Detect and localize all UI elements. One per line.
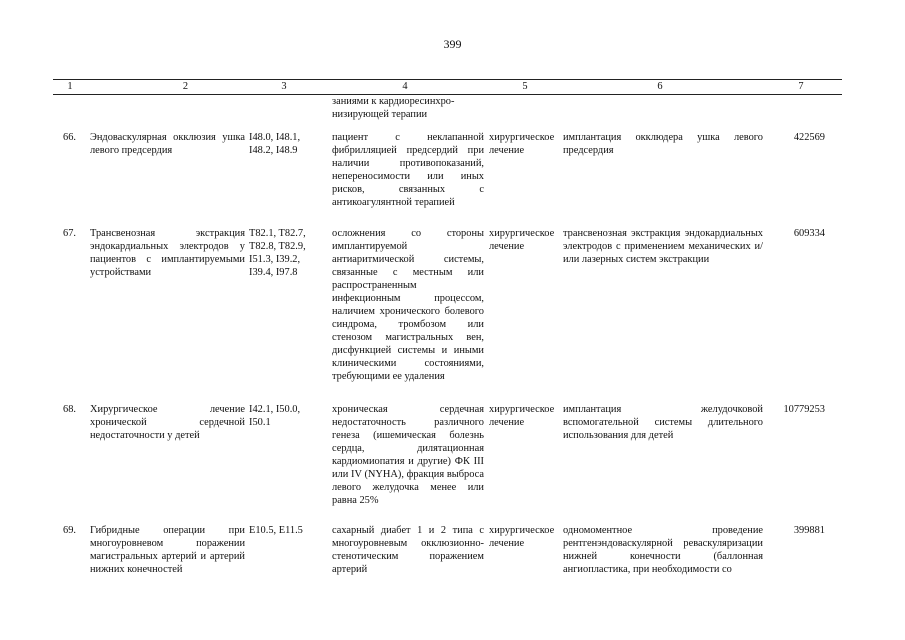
- row-number: 68.: [63, 404, 76, 415]
- row-number: 69.: [63, 525, 76, 536]
- row-cost: 10779253: [783, 404, 825, 415]
- row-treatment: хирургическое лечение: [489, 132, 555, 156]
- row-criteria: сахарный диабет 1 и 2 типа с многоуровневым окклюзионно-стенотическим поражением артерий: [332, 525, 484, 575]
- row-name: Эндоваскулярная окклюзия ушка левого предсердия: [90, 132, 245, 156]
- header-col-2: 2: [182, 81, 189, 92]
- header-col-3: 3: [281, 81, 287, 92]
- row-cost: 399881: [793, 525, 825, 536]
- row-criteria: хроническая сердечная недостаточность различного генеза (ишемическая болезнь сердца, дилятационная кардиомиопатия и другие) ФК III или IV (NYHA), фракция выброса левого желудочка менее или равна 25%: [332, 404, 484, 506]
- header-col-7: 7: [798, 81, 804, 92]
- row-cost: 422569: [793, 132, 825, 143]
- row-treatment: хирургическое лечение: [489, 525, 555, 549]
- row-criteria: осложнения со стороны имплантируемой антиаритмической системы, связанные с местным или распространенным инфекционным процессом, наличием хронического болевого синдрома, тромбозом или стенозом магистральных вен, дисфункцией системы и иными клиническими состояниями, требующими ее удаления: [332, 228, 484, 382]
- continuation-criteria: заниями к кардиоресинхро- низирующей терапии: [332, 96, 455, 120]
- row-method: имплантация окклюдера ушка левого предсердия: [563, 132, 763, 156]
- header-col-5: 5: [522, 81, 528, 92]
- table-header: [53, 79, 842, 95]
- row-name: Хирургическое лечение хронической сердечной недостаточности у детей: [90, 404, 245, 441]
- header-col-1: 1: [67, 81, 73, 92]
- row-codes: I48.0, I48.1, I48.2, I48.9: [249, 132, 301, 156]
- row-codes: I42.1, I50.0, I50.1: [249, 404, 301, 428]
- row-cost: 609334: [793, 228, 825, 239]
- row-codes: T82.1, T82.7, T82.8, T82.9, I51.3, I39.2, I39.4, I97.8: [249, 228, 306, 278]
- row-name: Трансвенозная экстракция эндокардиальных электродов у пациентов с имплантируемыми устройствами: [90, 228, 245, 278]
- row-criteria: пациент с неклапанной фибрилляцией предсердий при наличии противопоказаний, непереносимости или иных рисков, связанных с антикоагулянтной терапией: [332, 132, 484, 208]
- row-treatment: хирургическое лечение: [489, 404, 555, 428]
- row-number: 67.: [63, 228, 76, 239]
- row-treatment: хирургическое лечение: [489, 228, 555, 252]
- row-method: одномоментное проведение рентгенэндоваскулярной реваскуляризации нижней конечности (баллонная ангиопластика, при необходимости со: [563, 525, 763, 575]
- header-col-6: 6: [657, 81, 663, 92]
- row-codes: E10.5, E11.5: [249, 525, 303, 536]
- page-number: 399: [443, 37, 462, 51]
- row-method: имплантация желудочковой вспомогательной системы длительного использования для детей: [563, 404, 763, 441]
- row-method: трансвенозная экстракция эндокардиальных электродов с применением механических и/или лазерных систем экстракции: [563, 228, 763, 265]
- row-number: 66.: [63, 132, 76, 143]
- row-name: Гибридные операции при многоуровневом поражении магистральных артерий и артерий нижних конечностей: [90, 525, 245, 575]
- header-col-4: 4: [402, 81, 408, 92]
